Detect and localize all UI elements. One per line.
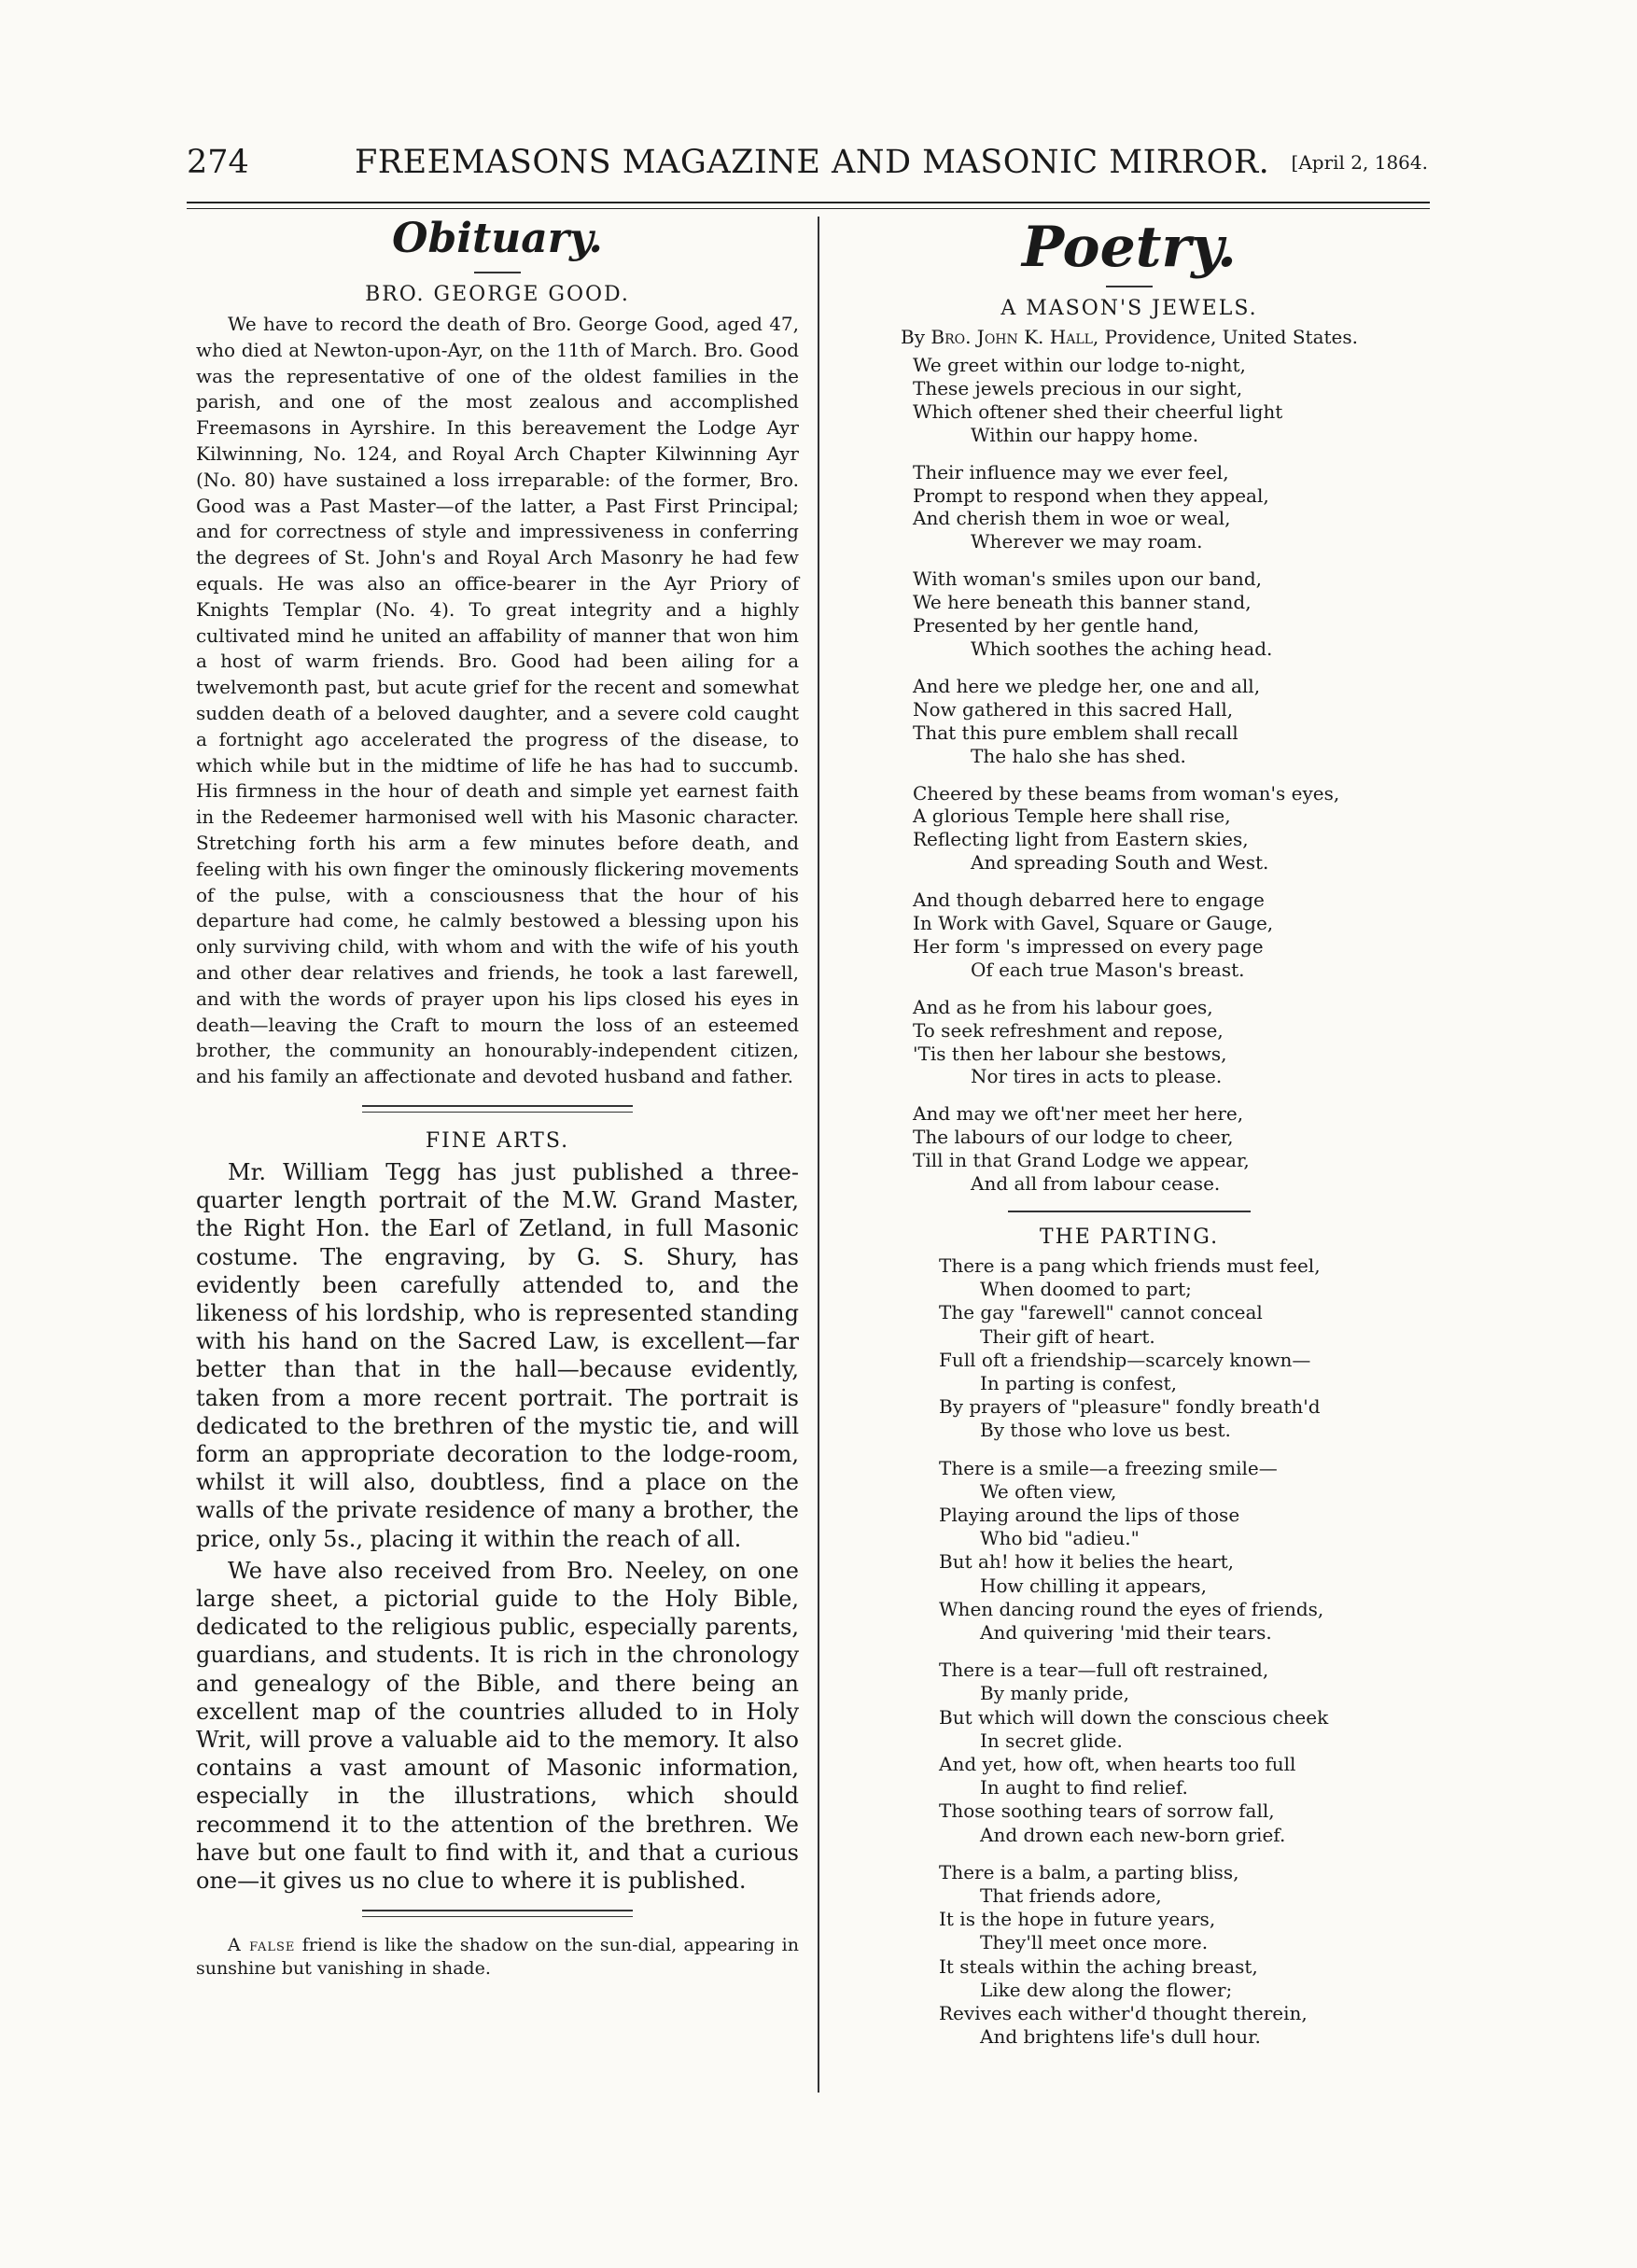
poem-byline: By Bro. John K. Hall, Providence, United States. bbox=[901, 326, 1358, 348]
masthead bbox=[187, 138, 1428, 196]
verse-line: It steals within the aching breast, bbox=[939, 1954, 1258, 1978]
verse-line: We here beneath this banner stand, bbox=[913, 591, 1252, 614]
verse-line: There is a smile—a freezing smile— bbox=[939, 1456, 1278, 1479]
verse-line: We greet within our lodge to-night, bbox=[913, 354, 1246, 376]
verse-line: Presented by her gentle hand, bbox=[913, 614, 1199, 637]
verse-line: Like dew along the flower; bbox=[980, 1978, 1233, 2001]
verse-line: And though debarred here to engage bbox=[913, 889, 1265, 912]
verse-line: A glorious Temple here shall rise, bbox=[913, 805, 1231, 828]
verse-line: These jewels precious in our sight, bbox=[913, 376, 1243, 399]
obituary-section-title: Obituary. bbox=[392, 215, 603, 262]
verse-line: There is a tear—full oft restrained, bbox=[939, 1659, 1269, 1682]
verse-line: Within our happy home. bbox=[971, 423, 1199, 446]
poem-author: Bro. John K. Hall bbox=[930, 326, 1093, 348]
stanza bbox=[868, 1457, 1391, 1645]
stanza bbox=[868, 782, 1391, 875]
verse-line: Wherever we may roam. bbox=[971, 530, 1203, 553]
stanza bbox=[868, 1659, 1391, 1847]
poem-title: THE PARTING. bbox=[1039, 1225, 1220, 1249]
verse-line: The labours of our lodge to cheer, bbox=[913, 1126, 1234, 1149]
stanza bbox=[868, 996, 1391, 1089]
poetry-section-title: Poetry. bbox=[1022, 215, 1237, 280]
verse-line: Reflecting light from Eastern skies, bbox=[913, 828, 1249, 851]
article-separator bbox=[362, 1105, 633, 1113]
verse-line: There is a balm, a parting bliss, bbox=[939, 1860, 1239, 1883]
verse-line: And drown each new-born grief. bbox=[980, 1823, 1286, 1846]
verse-line: And may we oft'ner meet her here, bbox=[913, 1102, 1244, 1126]
verse-line: Their influence may we ever feel, bbox=[913, 460, 1229, 483]
verse-line: When doomed to part; bbox=[980, 1278, 1192, 1301]
verse-line: And spreading South and West. bbox=[971, 851, 1269, 875]
verse-line: Which soothes the aching head. bbox=[971, 637, 1273, 660]
verse-line: And quivering 'mid their tears. bbox=[980, 1621, 1272, 1645]
verse-line: That friends adore, bbox=[980, 1884, 1162, 1908]
verse-line: Full oft a friendship—scarcely known— bbox=[939, 1348, 1311, 1371]
section-rule bbox=[1106, 286, 1153, 287]
header-rule bbox=[187, 202, 1430, 209]
verse-line: Her form 's impressed on every page bbox=[913, 934, 1264, 958]
verse-line: How chilling it appears, bbox=[980, 1574, 1207, 1597]
verse-line: To seek refreshment and repose, bbox=[913, 1018, 1224, 1042]
obituary-heading: BRO. GEORGE GOOD. bbox=[365, 283, 630, 306]
column-divider bbox=[818, 217, 819, 2093]
verse-line: But which will down the conscious cheek bbox=[939, 1705, 1329, 1729]
verse-line: There is a pang which friends must feel, bbox=[939, 1254, 1321, 1277]
verse-line: Playing around the lips of those bbox=[939, 1504, 1240, 1527]
verse-line: Till in that Grand Lodge we appear, bbox=[913, 1149, 1250, 1172]
verse-line: We often view, bbox=[980, 1479, 1117, 1503]
stanza bbox=[868, 1254, 1391, 1443]
verse-line: 'Tis then her labour she bestows, bbox=[913, 1042, 1227, 1065]
verse-line: Who bid "adieu." bbox=[980, 1527, 1140, 1550]
poem-separator bbox=[1008, 1211, 1251, 1212]
stanza bbox=[868, 1861, 1391, 2050]
stanza bbox=[868, 354, 1391, 447]
section-rule bbox=[474, 272, 521, 273]
poem-masons-jewels bbox=[868, 354, 1391, 1196]
maxim-text: friend is like the shadow on the sun-dial, appearing in sunshine but vanishing in shade. bbox=[196, 1935, 799, 1980]
verse-line: By those who love us best. bbox=[980, 1419, 1231, 1442]
verse-line: With woman's smiles upon our band, bbox=[913, 567, 1262, 591]
verse-line: In aught to find relief. bbox=[980, 1776, 1188, 1799]
verse-line: And here we pledge her, one and all, bbox=[913, 674, 1261, 697]
issue-date: [April 2, 1864. bbox=[1291, 151, 1428, 174]
verse-line: Which oftener shed their cheerful light bbox=[913, 399, 1283, 423]
verse-line: It is the hope in future years, bbox=[939, 1908, 1216, 1931]
verse-line: In parting is confest, bbox=[980, 1372, 1177, 1395]
verse-line: And yet, how oft, when hearts too full bbox=[939, 1753, 1296, 1776]
verse-line: Those soothing tears of sorrow fall, bbox=[939, 1799, 1275, 1823]
verse-line: Nor tires in acts to please. bbox=[971, 1065, 1223, 1088]
verse-line: That this pure emblem shall recall bbox=[913, 721, 1238, 744]
stanza bbox=[868, 1102, 1391, 1196]
verse-line: Their gift of heart. bbox=[980, 1324, 1155, 1348]
verse-line: And cherish them in woe or weal, bbox=[913, 507, 1231, 530]
obituary-paragraph: We have to record the death of Bro. George Good, aged 47, who died at Newton-upon-Ayr, on the 11th of March. Bro. Good was the representative of one of the oldest families in the parish, and one of the most zealous and accomplished Freemasons in Ayrshire. In this bereavement the Lodge Ayr Kilwinning, No. 124, and Royal Arch Chapter Kilwinning Ayr (No. 80) have sustained a loss irreparable: of the former, Bro. Good was a Past Master—of the latter, a Past First Principal; and for correctness of style and impressiveness in conferring the degrees of St. John's and Royal Arch Masonry he had few equals. He was also an office-bearer in the Ayr Priory of Knights Templar (No. 4). To great integrity and a highly cultivated mind he united an affability of manner that won him a host of warm friends. Bro. Good had been ailing for a twelvemonth past, but acute grief for the recent and somewhat sudden death of a beloved daughter, and a severe cold caught a fortnight ago accelerated the progress of the disease, to which while but in the midtime of life he has had to succumb. His firmness in the hour of death and simple yet earnest faith in the Redeemer harmonised well with his Masonic character. Stretching forth his arm a few minutes before death, and feeling with his own finger the ominously flickering movements of the pulse, with a consciousness that the hour of his departure had come, he calmly bestowed a blessing upon his only surviving child, with whom and with the wife of his youth and other dear relatives and friends, he took a last farewell, and with the words of prayer upon his lips closed his eyes in death—leaving the Craft to mourn the loss of an esteemed brother, the community an honourably-independent citizen, and his family an affectionate and devoted husband and father. bbox=[196, 313, 799, 1088]
verse-line: And brightens life's dull hour. bbox=[980, 2025, 1261, 2049]
verse-line: And as he from his labour goes, bbox=[913, 995, 1213, 1018]
fine-arts-heading: FINE ARTS. bbox=[425, 1128, 570, 1153]
verse-line: The gay "farewell" cannot conceal bbox=[939, 1301, 1263, 1324]
left-column bbox=[196, 215, 799, 1981]
stanza bbox=[868, 567, 1391, 661]
stanza bbox=[868, 889, 1391, 982]
verse-line: By manly pride, bbox=[980, 1682, 1129, 1705]
stanza bbox=[868, 675, 1391, 768]
verse-line: They'll meet once more. bbox=[980, 1931, 1209, 1954]
poem-the-parting bbox=[868, 1254, 1391, 2050]
maxim bbox=[196, 1934, 799, 1981]
poem-title: A MASON'S JEWELS. bbox=[1000, 297, 1258, 320]
verse-line: Cheered by these beams from woman's eyes, bbox=[913, 781, 1340, 805]
maxim-lead: A false bbox=[228, 1935, 296, 1956]
fine-arts-paragraph: Mr. William Tegg has just published a three-quarter length portrait of the M.W. Grand Master, the Right Hon. the Earl of Zetland, in full Masonic costume. The engraving, by G. S. Shury, has evidently been carefully attended to, and the likeness of his lordship, who is represented standing with his hand on the Sacred Law, is excellent—far better than that in the hall—because evidently, taken from a more recent portrait. The portrait is dedicated to the brethren of the mystic tie, and will form an appropriate decoration to the lodge-room, whilst it will also, doubtless, find a place on the walls of the private residence of many a brother, the price, only 5s., placing it within the reach of all. bbox=[196, 1158, 799, 1552]
fine-arts-paragraph: We have also received from Bro. Neeley, on one large sheet, a pictorial guide to the Holy Bible, dedicated to the religious public, especially parents, guardians, and students. It is rich in the chronology and genealogy of the Bible, and there being an excellent map of the countries alluded to in Holy Writ, will prove a valuable aid to the memory. It also contains a vast amount of Masonic information, especially in the illustrations, which should recommend it to the attention of the brethren. We have but one fault to find with it, and that a curious one—it gives us no clue to where it is published. bbox=[196, 1557, 799, 1894]
right-column bbox=[868, 215, 1391, 2064]
verse-line: But ah! how it belies the heart, bbox=[939, 1550, 1234, 1574]
stanza bbox=[868, 461, 1391, 554]
verse-line: Prompt to respond when they appeal, bbox=[913, 483, 1269, 507]
verse-line: The halo she has shed. bbox=[971, 744, 1186, 767]
verse-line: When dancing round the eyes of friends, bbox=[939, 1597, 1324, 1620]
verse-line: Of each true Mason's breast. bbox=[971, 958, 1245, 981]
verse-line: Now gathered in this sacred Hall, bbox=[913, 697, 1234, 721]
verse-line: Revives each wither'd thought therein, bbox=[939, 2002, 1308, 2025]
verse-line: In Work with Gavel, Square or Gauge, bbox=[913, 912, 1274, 935]
verse-line: In secret glide. bbox=[980, 1729, 1123, 1752]
magazine-title: FREEMASONS MAGAZINE AND MASONIC MIRROR. bbox=[355, 144, 1270, 181]
article-separator bbox=[362, 1910, 633, 1917]
verse-line: And all from labour cease. bbox=[971, 1172, 1221, 1196]
page-number: 274 bbox=[187, 144, 249, 181]
verse-line: By prayers of "pleasure" fondly breath'd bbox=[939, 1395, 1321, 1419]
